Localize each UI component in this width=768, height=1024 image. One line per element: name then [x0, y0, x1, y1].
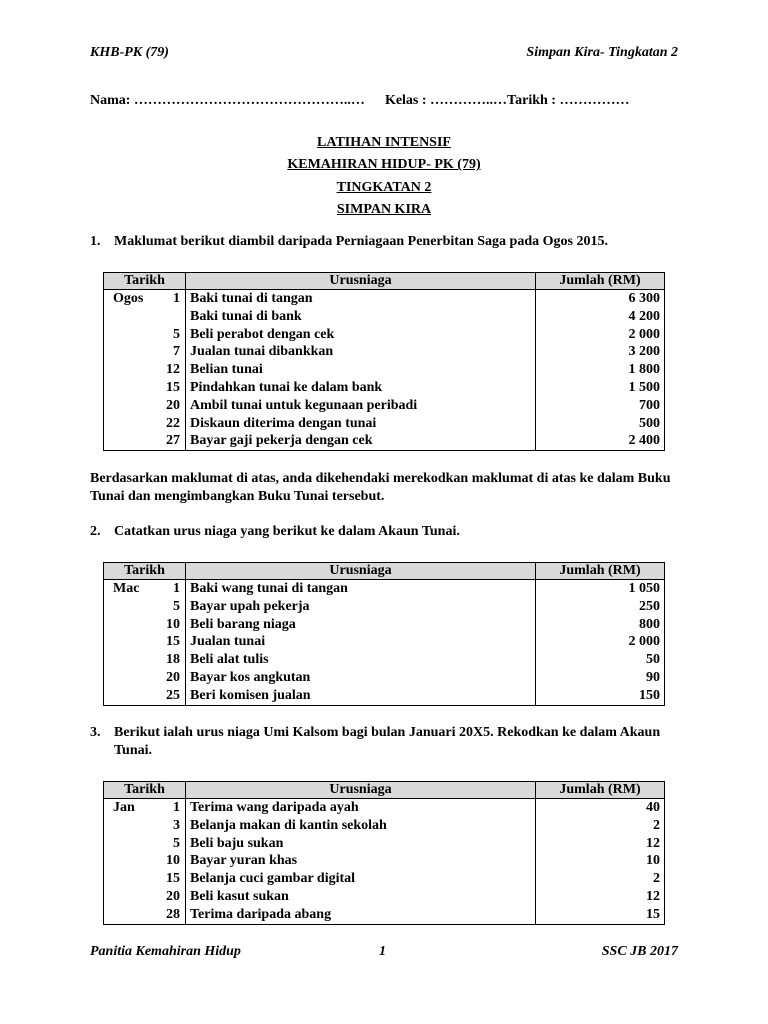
- date-cell: [104, 835, 186, 853]
- transaction-amount: 2: [536, 817, 665, 835]
- transaction-description: Terima daripada abang: [186, 906, 536, 924]
- student-info-line: [90, 93, 680, 109]
- transaction-description: Beli baju sukan: [186, 835, 536, 853]
- q1-instruction: Berdasarkan maklumat di atas, anda dikehendaki merekodkan maklumat di atas ke dalam Buku Tunai dan mengimbangkan Buku Tunai tersebut.: [90, 471, 671, 504]
- transaction-description: Baki wang tunai di tangan: [186, 580, 536, 598]
- col-header-jumlah: Jumlah (RM): [536, 782, 665, 799]
- transaction-amount: 12: [536, 888, 665, 906]
- table-row: [104, 361, 665, 379]
- question-text: Berikut ialah urus niaga Umi Kalsom bagi bulan Januari 20X5. Rekodkan ke dalam Akaun Tunai.: [114, 725, 661, 758]
- table-row: [104, 290, 665, 308]
- date-cell: [104, 633, 186, 651]
- date-cell: [104, 361, 186, 379]
- date-cell: [104, 669, 186, 687]
- date-cell: [104, 379, 186, 397]
- title-line-1: LATIHAN INTENSIF: [317, 135, 451, 150]
- question-text: Maklumat berikut diambil daripada Perniagaan Penerbitan Saga pada Ogos 2015.: [114, 234, 608, 249]
- transaction-amount: 90: [536, 669, 665, 687]
- transaction-amount: 12: [536, 835, 665, 853]
- date-cell: [104, 343, 186, 361]
- day-label: 1: [173, 800, 180, 815]
- worksheet-title-block: [0, 132, 768, 221]
- table-row: [104, 343, 665, 361]
- title-line-3: TINGKATAN 2: [336, 179, 432, 195]
- transaction-amount: 2 000: [536, 633, 665, 651]
- tarikh-field: Tarikh : ……………: [507, 93, 630, 108]
- day-label: 20: [166, 397, 180, 413]
- table-row: [104, 817, 665, 835]
- transaction-amount: 250: [536, 598, 665, 616]
- table-row: [104, 633, 665, 651]
- transaction-description: Beli alat tulis: [186, 651, 536, 669]
- transaction-amount: 500: [536, 415, 665, 433]
- transaction-description: Belanja makan di kantin sekolah: [186, 817, 536, 835]
- table-row: [104, 835, 665, 853]
- question-number: 3.: [90, 725, 101, 740]
- day-label: 25: [166, 687, 180, 703]
- date-cell: [104, 870, 186, 888]
- transaction-description: Baki tunai di tangan: [186, 290, 536, 308]
- transaction-amount: 50: [536, 651, 665, 669]
- col-header-urusniaga: Urusniaga: [186, 563, 536, 580]
- transaction-description: Bayar kos angkutan: [186, 669, 536, 687]
- transaction-amount: 700: [536, 397, 665, 415]
- date-cell: [104, 799, 186, 817]
- table-header-row: [104, 273, 665, 290]
- transaction-amount: 800: [536, 616, 665, 634]
- day-label: 20: [166, 888, 180, 904]
- date-cell: [104, 651, 186, 669]
- transaction-description: Pindahkan tunai ke dalam bank: [186, 379, 536, 397]
- transactions-table-2: [103, 562, 665, 706]
- month-label: Mac: [113, 581, 140, 596]
- date-cell: [104, 432, 186, 450]
- date-cell: [104, 598, 186, 616]
- transaction-description: Jualan tunai dibankkan: [186, 343, 536, 361]
- day-label: 5: [173, 835, 180, 851]
- header-subject: Simpan Kira- Tingkatan 2: [526, 45, 678, 60]
- transaction-description: Belanja cuci gambar digital: [186, 870, 536, 888]
- transaction-description: Bayar upah pekerja: [186, 598, 536, 616]
- col-header-tarikh: Tarikh: [104, 782, 186, 799]
- date-cell: [104, 326, 186, 344]
- day-label: 28: [166, 906, 180, 922]
- table-row: [104, 888, 665, 906]
- col-header-jumlah: Jumlah (RM): [536, 273, 665, 290]
- transaction-description: Beli perabot dengan cek: [186, 326, 536, 344]
- day-label: 15: [166, 379, 180, 395]
- transaction-amount: 2: [536, 870, 665, 888]
- day-label: 18: [166, 652, 180, 668]
- transaction-amount: 2 000: [536, 326, 665, 344]
- col-header-tarikh: Tarikh: [104, 563, 186, 580]
- table-row: [104, 651, 665, 669]
- title-line-2: KEMAHIRAN HIDUP- PK (79): [287, 157, 481, 173]
- date-cell: [104, 290, 186, 308]
- day-label: 20: [166, 669, 180, 685]
- table-row: [104, 379, 665, 397]
- month-label: Jan: [113, 800, 135, 815]
- table-row: [104, 397, 665, 415]
- date-cell: [104, 397, 186, 415]
- transaction-amount: 15: [536, 906, 665, 924]
- transaction-amount: 6 300: [536, 290, 665, 308]
- table-row: [104, 906, 665, 924]
- transaction-amount: 2 400: [536, 432, 665, 450]
- date-cell: [104, 308, 186, 326]
- question-3: [90, 724, 682, 760]
- day-label: 15: [166, 634, 180, 650]
- table-header-row: [104, 782, 665, 799]
- transaction-description: Belian tunai: [186, 361, 536, 379]
- day-label: 7: [173, 344, 180, 360]
- day-label: 22: [166, 415, 180, 431]
- page-number: 1: [379, 944, 386, 959]
- question-2: [90, 523, 682, 541]
- transaction-description: Diskaun diterima dengan tunai: [186, 415, 536, 433]
- day-label: 3: [173, 817, 180, 833]
- footer-school: SSC JB 2017: [601, 944, 678, 959]
- transaction-amount: 40: [536, 799, 665, 817]
- question-1: [90, 233, 682, 251]
- date-cell: [104, 906, 186, 924]
- day-label: 10: [166, 616, 180, 632]
- footer-panel: Panitia Kemahiran Hidup: [90, 944, 241, 959]
- day-label: 5: [173, 326, 180, 342]
- transaction-description: Jualan tunai: [186, 633, 536, 651]
- header-code: KHB-PK (79): [90, 45, 169, 60]
- transaction-description: Beli barang niaga: [186, 616, 536, 634]
- day-label: 27: [166, 433, 180, 449]
- transaction-amount: 3 200: [536, 343, 665, 361]
- month-label: Ogos: [113, 291, 144, 306]
- transaction-description: Bayar yuran khas: [186, 852, 536, 870]
- transaction-amount: 1 500: [536, 379, 665, 397]
- kelas-field: Kelas : …………..…: [384, 93, 508, 108]
- transaction-amount: 10: [536, 852, 665, 870]
- question-number: 1.: [90, 234, 101, 249]
- date-cell: [104, 888, 186, 906]
- question-text: Catatkan urus niaga yang berikut ke dalam Akaun Tunai.: [114, 524, 460, 539]
- transaction-description: Bayar gaji pekerja dengan cek: [186, 432, 536, 450]
- day-label: 1: [173, 291, 180, 306]
- transaction-description: Beri komisen jualan: [186, 687, 536, 705]
- transaction-amount: 1 800: [536, 361, 665, 379]
- transaction-description: Baki tunai di bank: [186, 308, 536, 326]
- transaction-description: Terima wang daripada ayah: [186, 799, 536, 817]
- table-row: [104, 799, 665, 817]
- col-header-urusniaga: Urusniaga: [186, 273, 536, 290]
- question-number: 2.: [90, 524, 101, 539]
- transaction-description: Ambil tunai untuk kegunaan peribadi: [186, 397, 536, 415]
- table-row: [104, 616, 665, 634]
- table-row: [104, 580, 665, 598]
- day-label: 5: [173, 598, 180, 614]
- table-row: [104, 415, 665, 433]
- col-header-urusniaga: Urusniaga: [186, 782, 536, 799]
- table-row: [104, 687, 665, 705]
- col-header-tarikh: Tarikh: [104, 273, 186, 290]
- transaction-amount: 150: [536, 687, 665, 705]
- table-row: [104, 870, 665, 888]
- title-line-4: SIMPAN KIRA: [336, 201, 432, 217]
- date-cell: [104, 852, 186, 870]
- table-row: [104, 308, 665, 326]
- transaction-amount: 4 200: [536, 308, 665, 326]
- nama-field: Nama: ………………………………………..…: [90, 93, 365, 108]
- date-cell: [104, 415, 186, 433]
- transactions-table-3: [103, 781, 665, 925]
- day-label: 15: [166, 871, 180, 887]
- transactions-table-1: [103, 272, 665, 451]
- transaction-description: Beli kasut sukan: [186, 888, 536, 906]
- table-row: [104, 432, 665, 450]
- table-row: [104, 669, 665, 687]
- table-row: [104, 326, 665, 344]
- date-cell: [104, 580, 186, 598]
- date-cell: [104, 616, 186, 634]
- table-row: [104, 852, 665, 870]
- date-cell: [104, 687, 186, 705]
- day-label: 12: [166, 362, 180, 378]
- table-header-row: [104, 563, 665, 580]
- day-label: 1: [173, 581, 180, 596]
- transaction-amount: 1 050: [536, 580, 665, 598]
- date-cell: [104, 817, 186, 835]
- day-label: 10: [166, 853, 180, 869]
- col-header-jumlah: Jumlah (RM): [536, 563, 665, 580]
- table-row: [104, 598, 665, 616]
